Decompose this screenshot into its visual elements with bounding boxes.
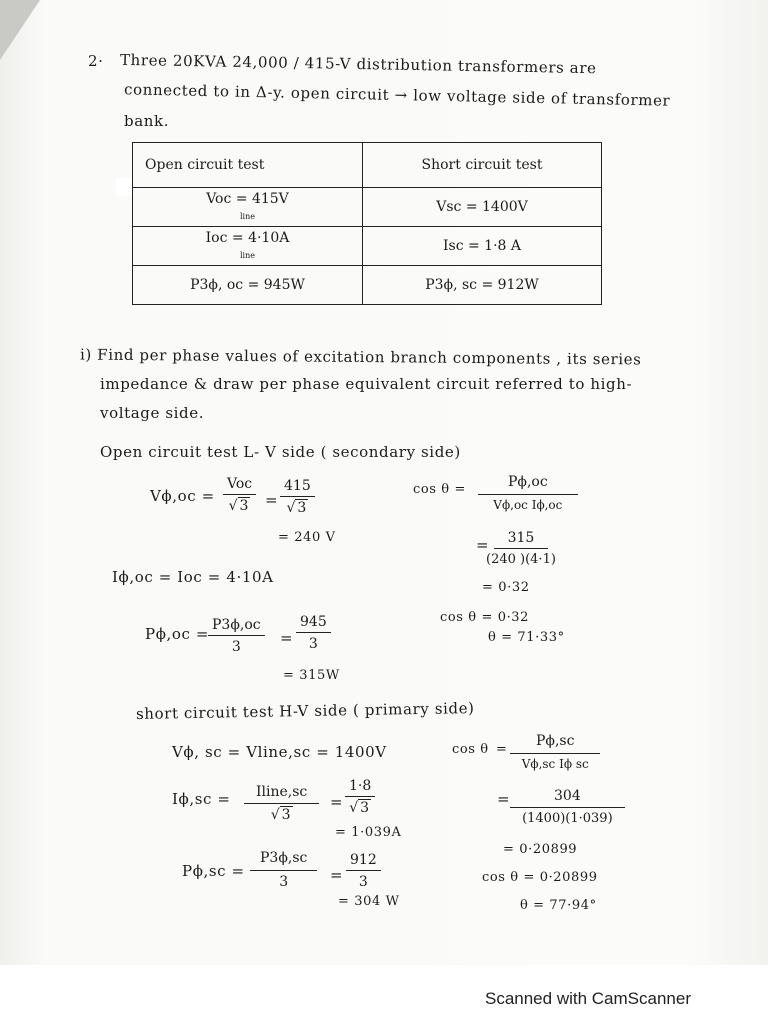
table-row <box>133 266 602 305</box>
table-row <box>133 227 602 266</box>
sc-cos-den: Vϕ,sc Iϕ sc <box>521 757 589 771</box>
oc-p-fraction-2 <box>296 614 331 652</box>
table-cell-oc <box>133 227 363 266</box>
oc-p-f2-num: 945 <box>296 614 331 633</box>
oc-cos-num: Pϕ,oc <box>478 474 578 495</box>
oc-subscript: line <box>239 212 255 221</box>
test-data-table <box>132 142 602 305</box>
oc-v-f2-radicand: 3 <box>297 500 307 516</box>
question-line-3: voltage side. <box>100 404 205 422</box>
problem-line-1: Three 20KVA 24,000 / 415-V distribution transformers are <box>119 50 597 78</box>
oc-p-f2-den: 3 <box>308 636 318 652</box>
oc-v-f1-radicand: 3 <box>239 498 249 514</box>
oc-v-fraction-2 <box>280 478 315 516</box>
oc-cos2-num: 315 <box>494 530 549 549</box>
oc-heading: Open circuit test L- V side ( secondary side) <box>100 443 461 461</box>
problem-number: 2· <box>88 52 104 70</box>
oc-cos-fraction-2 <box>486 530 556 567</box>
sc-i-f1-radicand: 3 <box>281 807 291 823</box>
sc-cos-eq2: = <box>497 790 511 808</box>
sc-p-f2-num: 912 <box>346 852 381 871</box>
oc-v-f2-num: 415 <box>280 478 315 497</box>
sc-i-f1-num: Iline,sc <box>244 784 319 804</box>
oc-p-fraction-1 <box>208 617 265 655</box>
oc-p-lhs: Pϕ,oc = <box>145 625 210 643</box>
sc-cos-fraction-2 <box>510 788 625 826</box>
sc-p-f2-den: 3 <box>358 874 368 890</box>
header-short-circuit: Short circuit test <box>363 143 602 188</box>
table-cell-oc: P3ϕ, oc = 945W <box>133 266 363 305</box>
table-row <box>133 188 602 227</box>
sc-i-f1-den: √ 3 <box>270 807 291 823</box>
oc-subscript: line <box>239 251 255 260</box>
oc-cos-result: = 0·32 <box>482 580 530 595</box>
oc-value: Ioc = 4·10A <box>205 230 290 246</box>
sc-i-fraction-2 <box>345 778 375 816</box>
header-open-circuit: Open circuit test <box>133 143 363 188</box>
sc-i-f2-radicand: 3 <box>360 800 370 816</box>
sc-p-fraction-2 <box>346 852 381 890</box>
oc-v-result: = 240 V <box>278 530 336 545</box>
sc-voltage-line: Vϕ, sc = Vline,sc = 1400V <box>172 743 387 761</box>
oc-cos2-den: (240 )(4·1) <box>486 552 556 567</box>
table-cell-sc: Vsc = 1400V <box>363 188 602 227</box>
sc-cos-result-2: cos θ = 0·20899 <box>482 870 598 885</box>
sc-cos-fraction <box>510 733 600 771</box>
oc-cos-fraction <box>478 474 578 512</box>
sc-p-eq: = <box>330 866 344 884</box>
sc-p-f1-den: 3 <box>279 874 289 890</box>
sc-i-lhs: Iϕ,sc = <box>172 790 231 808</box>
oc-p-f1-num: P3ϕ,oc <box>208 617 265 636</box>
sc-cos2-den: (1400)(1·039) <box>522 811 613 826</box>
oc-p-eq: = <box>280 629 294 647</box>
sc-cos2-num: 304 <box>510 788 625 808</box>
page-corner-shadow <box>0 0 40 60</box>
sc-p-result: = 304 W <box>338 894 400 909</box>
oc-theta: θ = 71·33° <box>488 630 565 645</box>
sc-i-f2-num: 1·8 <box>345 778 375 797</box>
sc-p-f1-num: P3ϕ,sc <box>250 850 317 871</box>
sc-cos-num: Pϕ,sc <box>510 733 600 754</box>
table-header-row <box>133 143 602 188</box>
oc-v-eq: = <box>265 491 279 509</box>
oc-p-result: = 315W <box>283 668 340 683</box>
question-line-2: impedance & draw per phase equivalent circuit referred to high- <box>100 375 633 393</box>
sc-cos-eq: = <box>496 742 508 757</box>
sc-theta: θ = 77·94° <box>520 898 597 913</box>
oc-cos-lhs: cos θ = <box>413 482 466 497</box>
sc-p-fraction-1 <box>250 850 317 890</box>
oc-v-f1-den: √ 3 <box>228 498 249 514</box>
sc-cos-result: = 0·20899 <box>503 842 578 857</box>
table-cell-sc: P3ϕ, sc = 912W <box>363 266 602 305</box>
table-cell-oc <box>133 188 363 227</box>
scan-tape-mark <box>116 178 132 196</box>
problem-line-3: bank. <box>124 112 170 130</box>
oc-v-f1-num: Voc <box>223 476 256 495</box>
oc-v-fraction-1 <box>223 476 256 514</box>
question-line-1: i) Find per phase values of excitation branch components , its series <box>79 345 642 369</box>
oc-value: Voc = 415V <box>206 191 289 207</box>
oc-cos-result-2: cos θ = 0·32 <box>440 610 530 625</box>
sc-heading: short circuit test H-V side ( primary side) <box>135 699 475 723</box>
sc-cos-lhs: cos θ <box>452 742 489 757</box>
oc-current-line: Iϕ,oc = Ioc = 4·10A <box>112 568 274 586</box>
sc-p-lhs: Pϕ,sc = <box>182 862 245 880</box>
camscanner-watermark: Scanned with CamScanner <box>484 989 691 1008</box>
oc-cos-eq2: = <box>476 536 490 554</box>
oc-v-f2-den: √ 3 <box>286 500 307 516</box>
sc-i-f2-den: √ 3 <box>349 800 370 816</box>
oc-v-lhs: Vϕ,oc = <box>150 487 215 505</box>
oc-cos-den: Vϕ,oc Iϕ,oc <box>493 498 563 512</box>
sc-i-fraction-1 <box>244 784 319 823</box>
table-cell-sc: Isc = 1·8 A <box>363 227 602 266</box>
problem-line-2: connected to in Δ-y. open circuit → low voltage side of transformer <box>123 80 671 110</box>
oc-p-f1-den: 3 <box>231 639 241 655</box>
sc-i-eq: = <box>330 793 344 811</box>
sc-i-result: = 1·039A <box>335 825 402 840</box>
